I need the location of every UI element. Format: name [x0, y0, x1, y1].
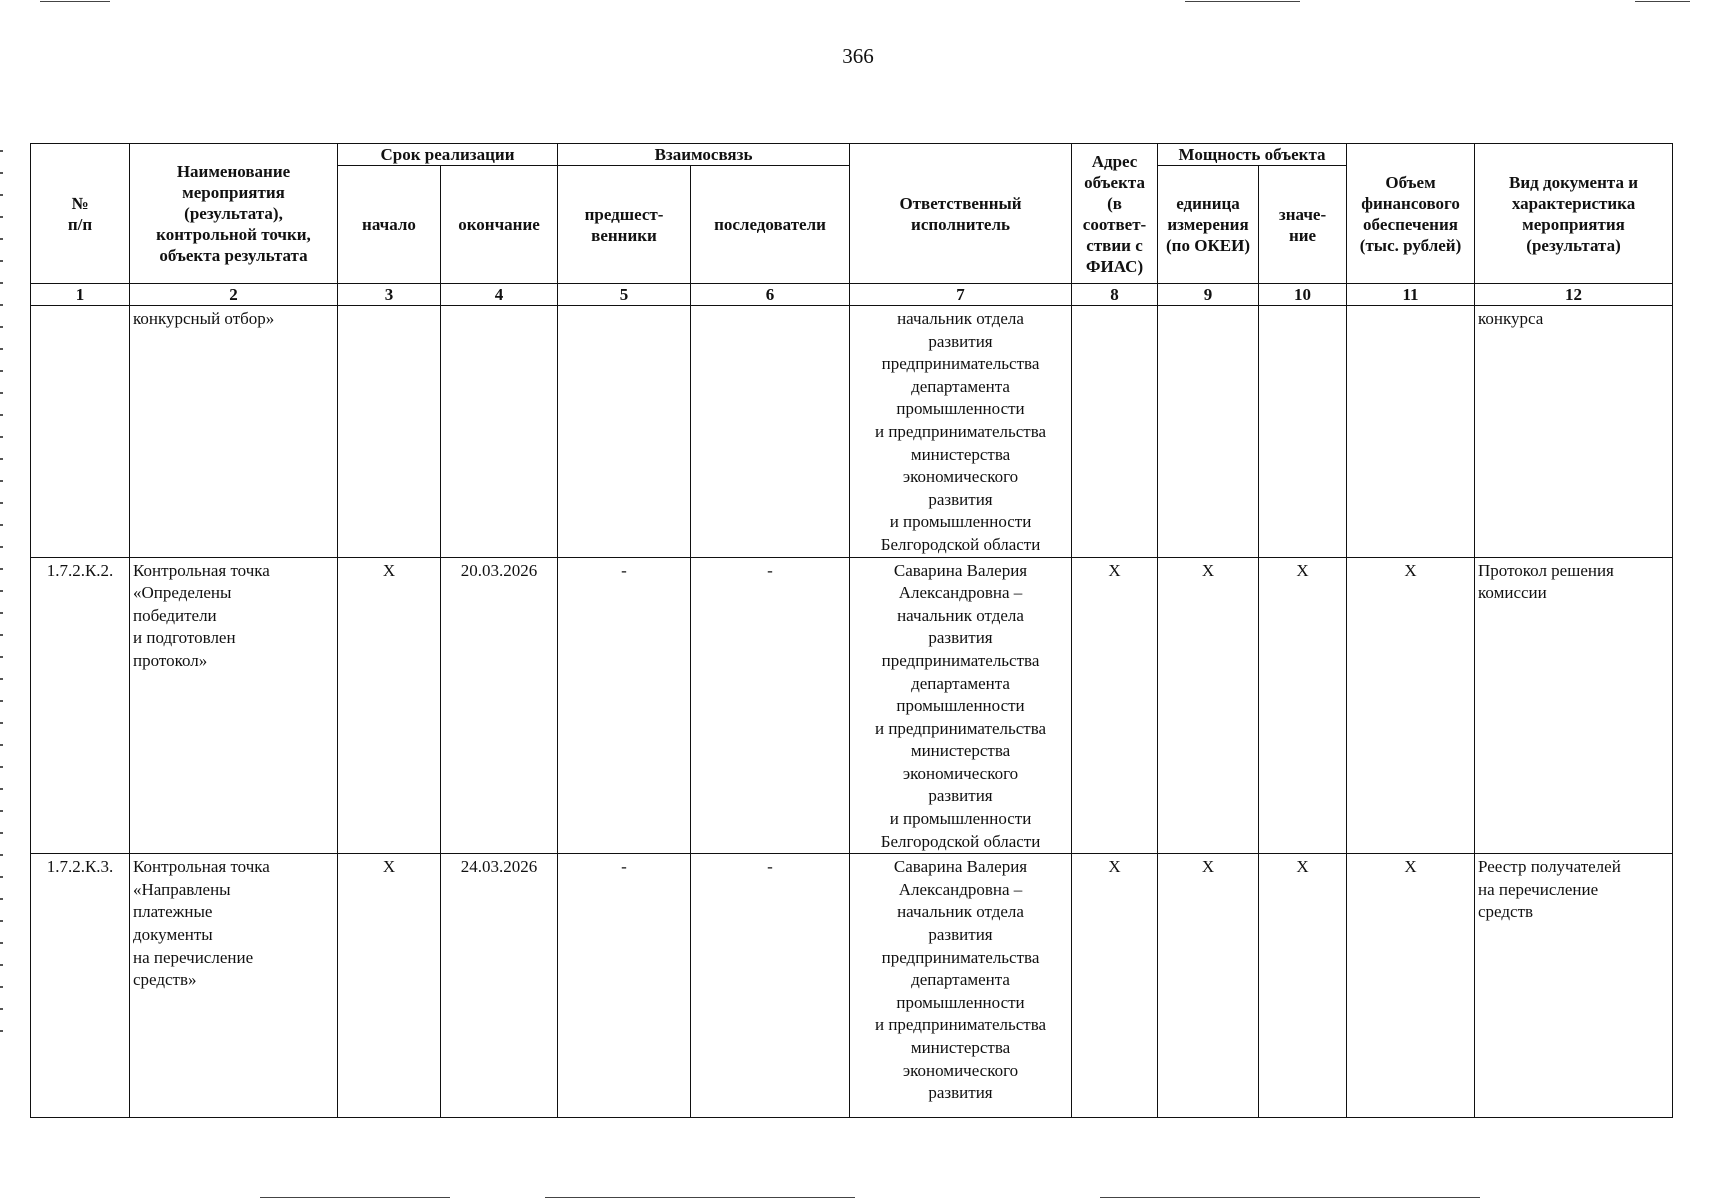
header-doc-type: Вид документа и характеристика мероприятия (результата)	[1475, 144, 1673, 284]
cell-end: 24.03.2026	[441, 854, 558, 1118]
header-successors: последователи	[691, 166, 850, 284]
scan-artifact-line	[545, 1197, 855, 1198]
cell-value: X	[1259, 557, 1347, 854]
column-number: 4	[441, 284, 558, 306]
column-number: 9	[1158, 284, 1259, 306]
cell-address	[1072, 306, 1158, 558]
cell-end: 20.03.2026	[441, 557, 558, 854]
cell-doc-type: Протокол решения комиссии	[1475, 557, 1673, 854]
cell-unit: X	[1158, 557, 1259, 854]
header-end: окончание	[441, 166, 558, 284]
cell-predecessors: -	[558, 854, 691, 1118]
cell-responsible: Саварина Валерия Александровна – начальник отдела развития предпринимательства департамента промышленности и предпринимательства министерства экономического развития	[850, 854, 1072, 1118]
table-row	[31, 854, 1673, 1118]
column-number: 6	[691, 284, 850, 306]
header-relation-group: Взаимосвязь	[558, 144, 850, 166]
cell-value	[1259, 306, 1347, 558]
page-number: 366	[842, 44, 874, 68]
scan-artifact-line	[1185, 1, 1300, 2]
cell-name: конкурсный отбор»	[130, 306, 338, 558]
header-period-group: Срок реализации	[338, 144, 558, 166]
scan-artifact-line	[40, 1, 110, 2]
scan-artifact-line	[1100, 1197, 1480, 1198]
cell-start	[338, 306, 441, 558]
header-unit: единица измерения (по ОКЕИ)	[1158, 166, 1259, 284]
column-number: 7	[850, 284, 1072, 306]
header-funding: Объем финансового обеспечения (тыс. рублей)	[1347, 144, 1475, 284]
header-num: № п/п	[31, 144, 130, 284]
column-number: 12	[1475, 284, 1673, 306]
column-number: 8	[1072, 284, 1158, 306]
cell-funding: X	[1347, 854, 1475, 1118]
header-predecessors: предшест- венники	[558, 166, 691, 284]
cell-name: Контрольная точка «Направлены платежные документы на перечисление средств»	[130, 854, 338, 1118]
column-number: 10	[1259, 284, 1347, 306]
scan-artifact-line	[260, 1197, 450, 1198]
cell-doc-type: Реестр получателей на перечисление средств	[1475, 854, 1673, 1118]
column-number: 3	[338, 284, 441, 306]
cell-successors	[691, 306, 850, 558]
column-number-row	[31, 284, 1673, 306]
cell-funding	[1347, 306, 1475, 558]
cell-responsible: Саварина Валерия Александровна – начальник отдела развития предпринимательства департамента промышленности и предпринимательства министерства экономического развития и промышленности Белгородской области	[850, 557, 1072, 854]
table-row	[31, 557, 1673, 854]
cell-successors: -	[691, 557, 850, 854]
cell-name: Контрольная точка «Определены победители и подготовлен протокол»	[130, 557, 338, 854]
header-address: Адрес объекта (в соответ- ствии с ФИАС)	[1072, 144, 1158, 284]
table-row	[31, 306, 1673, 558]
column-number: 5	[558, 284, 691, 306]
scan-edge-ticks	[0, 150, 3, 1050]
header-responsible: Ответственный исполнитель	[850, 144, 1072, 284]
cell-num: 1.7.2.К.3.	[31, 854, 130, 1118]
cell-doc-type: конкурса	[1475, 306, 1673, 558]
column-number: 1	[31, 284, 130, 306]
column-number: 11	[1347, 284, 1475, 306]
column-number: 2	[130, 284, 338, 306]
scan-artifact-line	[1635, 1, 1690, 2]
cell-unit	[1158, 306, 1259, 558]
cell-funding: X	[1347, 557, 1475, 854]
cell-start: X	[338, 854, 441, 1118]
header-value: значе- ние	[1259, 166, 1347, 284]
cell-predecessors	[558, 306, 691, 558]
cell-address: X	[1072, 557, 1158, 854]
cell-successors: -	[691, 854, 850, 1118]
header-start: начало	[338, 166, 441, 284]
cell-address: X	[1072, 854, 1158, 1118]
cell-num	[31, 306, 130, 558]
cell-start: X	[338, 557, 441, 854]
cell-responsible: начальник отдела развития предпринимательства департамента промышленности и предпринимательства министерства экономического развития и промышленности Белгородской области	[850, 306, 1072, 558]
header-name: Наименование мероприятия (результата), контрольной точки, объекта результата	[130, 144, 338, 284]
cell-predecessors: -	[558, 557, 691, 854]
cell-num: 1.7.2.К.2.	[31, 557, 130, 854]
header-capacity-group: Мощность объекта	[1158, 144, 1347, 166]
cell-end	[441, 306, 558, 558]
plan-table	[30, 143, 1673, 1118]
cell-unit: X	[1158, 854, 1259, 1118]
cell-value: X	[1259, 854, 1347, 1118]
